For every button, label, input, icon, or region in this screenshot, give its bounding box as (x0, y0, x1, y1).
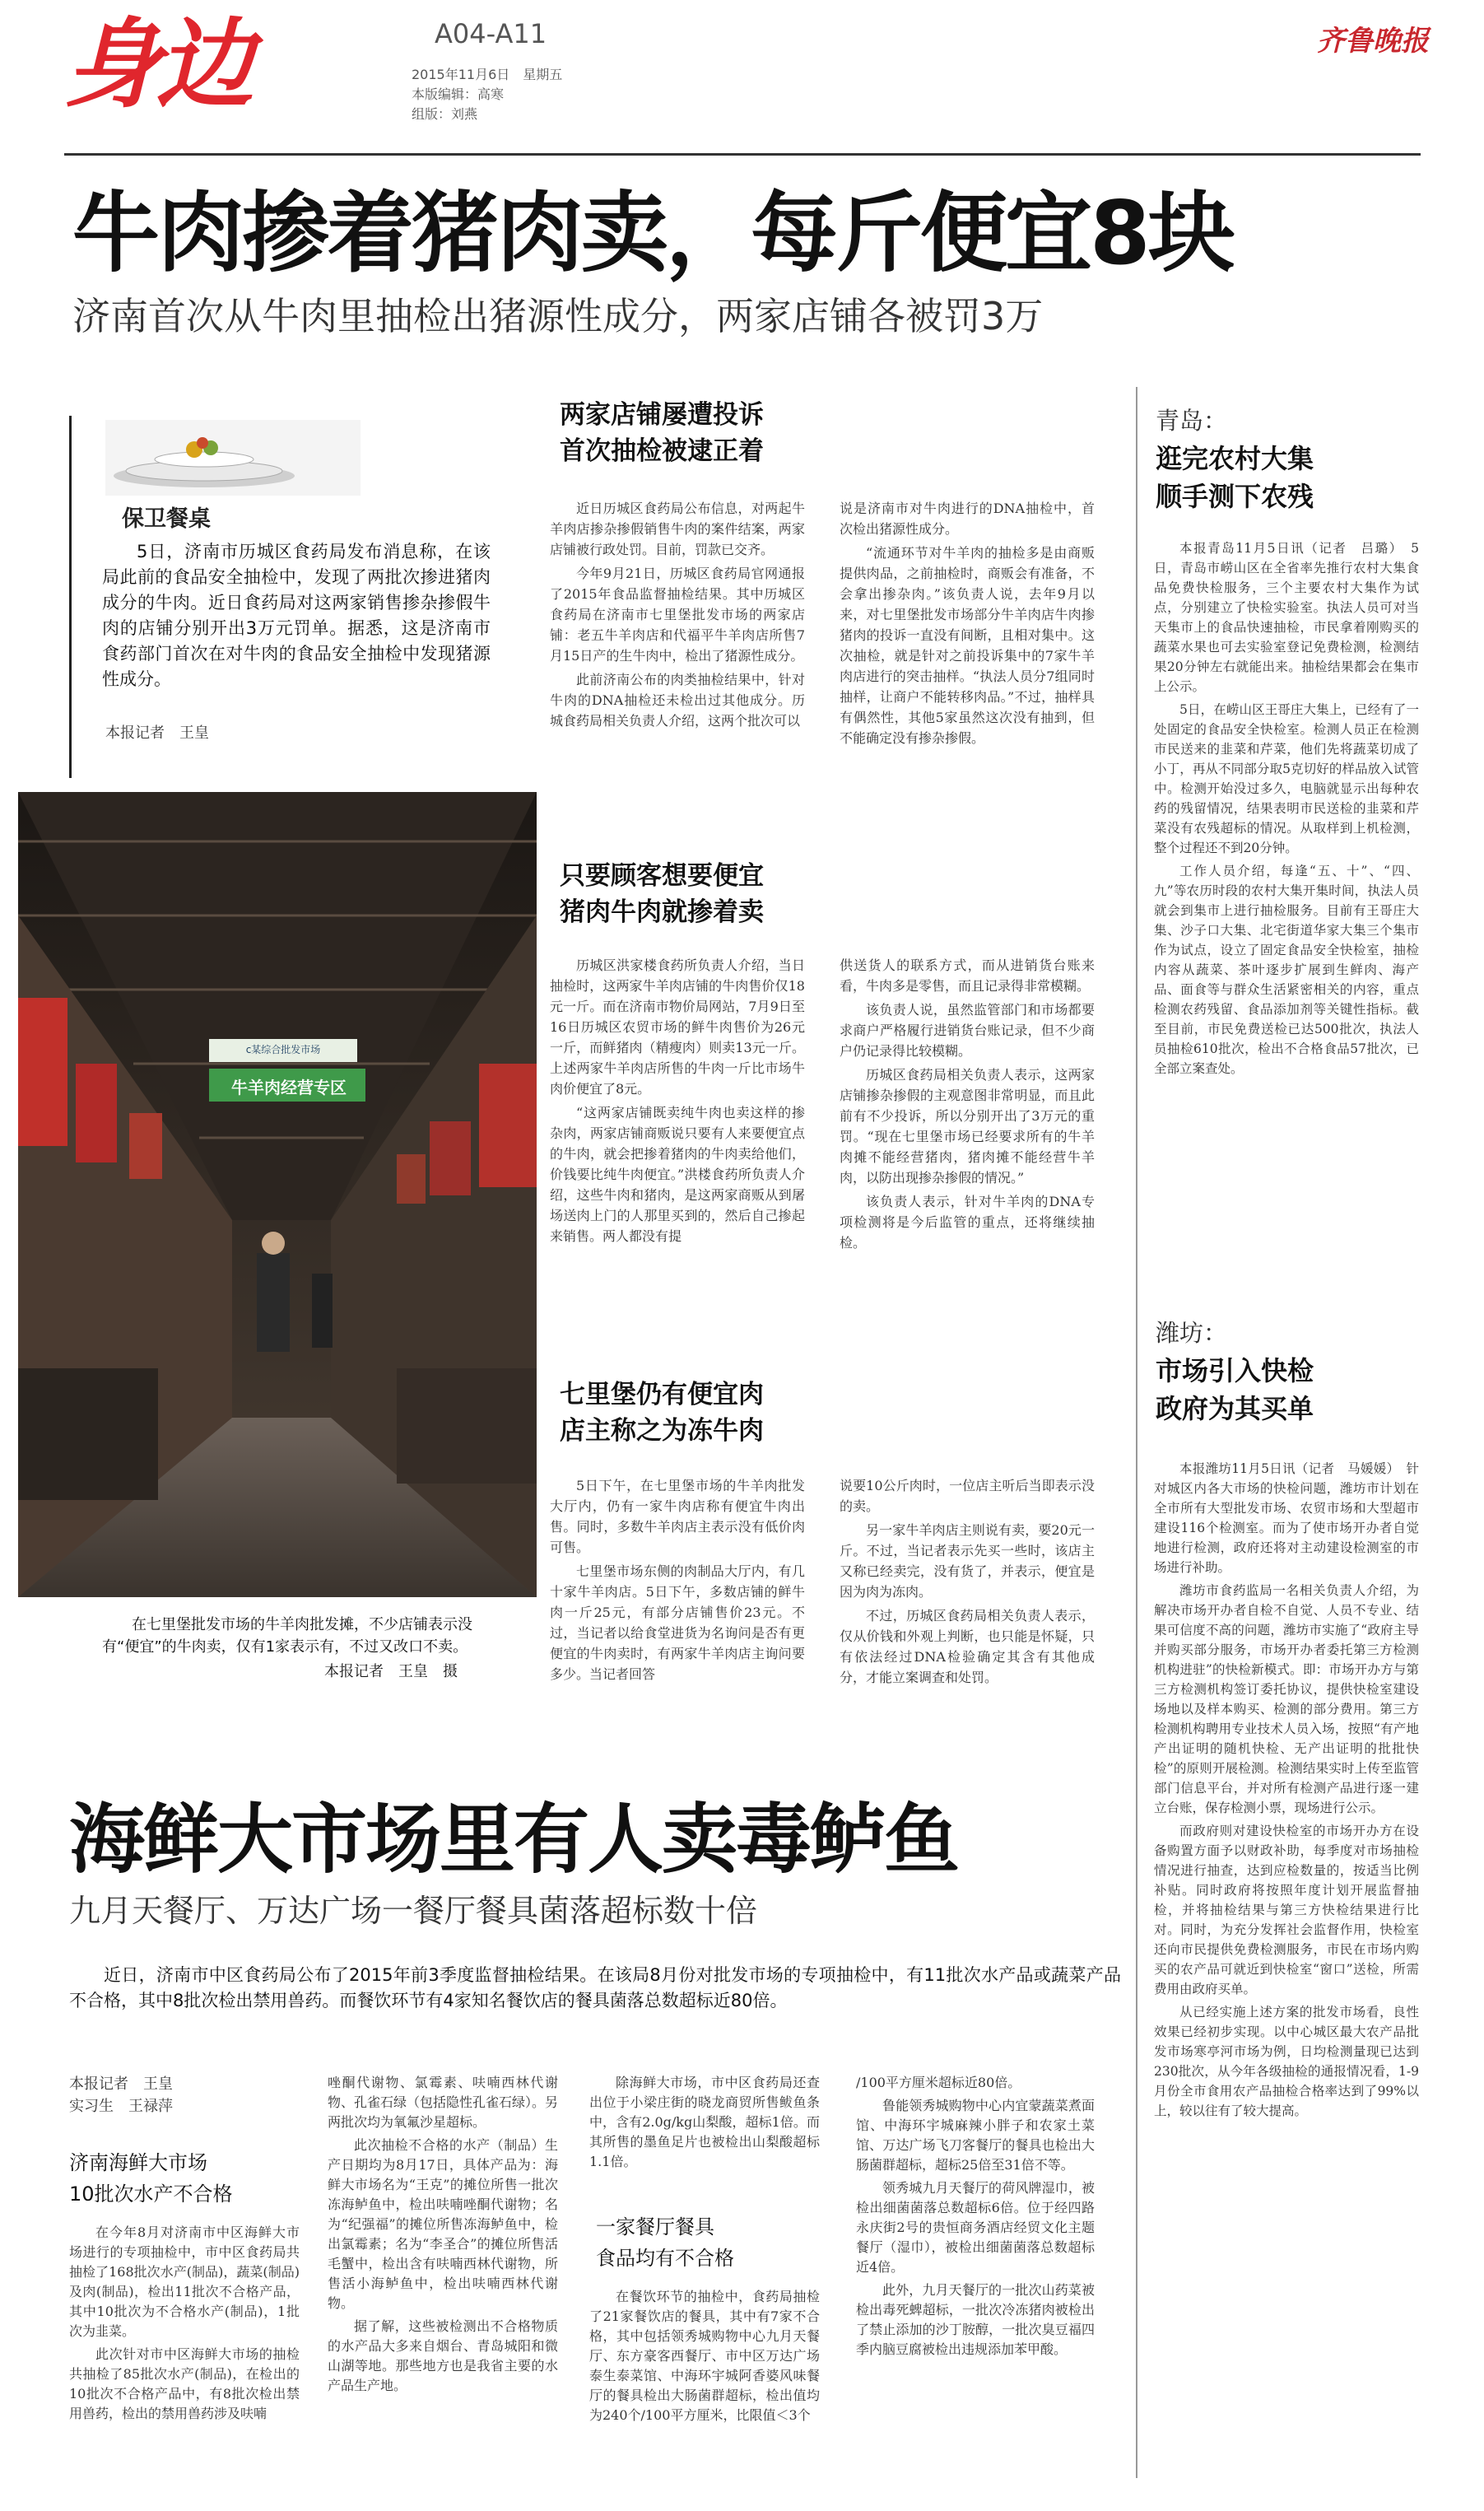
paragraph: 历城区食药局相关负责人表示，这两家店铺掺杂掺假的主观意图非常明显，而且此前有不少投诉，所以分别开出了3万元的重罚。“现在七里堡市场已经要求所有的牛羊肉摊不能经营猪肉，猪肉摊不能经营牛羊肉，以防出现掺杂掺假的情况。” (840, 1067, 1095, 1186)
paragraph: 而政府则对建设快检室的市场开办方在设备购置方面予以财政补助，每季度对市场抽检情况进行抽查，达到应检数量的，按适当比例补贴。同时政府将按照年度计划开展监督抽检，并将抽检结果与第三方快检结果进行比对。同时，为充分发挥社会监督作用，快检室还向市民提供免费检测服务，市民在市场内购买的农产品可就近到快检室“窗口”送检，所需费用由政府买单。 (1154, 1824, 1419, 1996)
qingdao-title-line2: 顺手测下农残 (1156, 481, 1314, 512)
story1-reporter: 本报记者 王皇 (105, 724, 209, 742)
qingdao-title-line1: 逛完农村大集 (1156, 443, 1314, 474)
sub1-column-2 (840, 498, 1095, 752)
paragraph: 说要10公斤肉时，一位店主听后当即表示没的卖。 (840, 1478, 1095, 1514)
paragraph: 此次抽检不合格的水产（制品）生产日期均为8月17日，具体产品为：海鲜大市场名为“王克”的摊位所售一批次冻海鲈鱼中，检出呋喃唑酮代谢物；名为“纪强福”的摊位所售冻海鲈鱼中，检出氯霉素；名为“李圣合”的摊位所售活毛蟹中，检出含有呋喃西林代谢物，所售活小海鲈鱼中，检出呋喃西林代谢物。 (328, 2137, 558, 2311)
sidebar-label: 保卫餐桌 (122, 506, 211, 532)
paragraph: 该负责人说，虽然监管部门和市场都要求商户严格履行进销货台账记录，但不少商户仍记录得比较模糊。 (840, 1002, 1095, 1059)
paragraph: “这两家店铺既卖纯牛肉也卖这样的掺杂肉，两家店铺商贩说只要有人来要便宜点的牛肉，就会把掺着猪肉的牛肉卖给他们，价钱要比纯牛肉便宜。”洪楼食药所负责人介绍，这些牛肉和猪肉，是这两家商贩从到屠场送肉上门的人那里买到的，然后自己掺起来销售。两人都没有提 (550, 1105, 805, 1244)
story2-reporter (69, 2073, 173, 2117)
paragraph: 鲁能领秀城购物中心内宜蒙蔬菜煮面馆、中海环宇城麻辣小胖子和农家土菜馆、万达广场飞刀客餐厅的餐具也检出大肠菌群超标，超标25倍至31倍不等。 (856, 2098, 1095, 2173)
paragraph: 除海鲜大市场，市中区食药局还查出位于小梁庄街的晓龙商贸所售鲅鱼条中，含有2.0g/kg山梨酸，超标1倍。而其所售的墨鱼足片也被检出山梨酸超标1.1倍。 (589, 2075, 820, 2169)
paragraph: 此次针对市中区海鲜大市场的抽检共抽检了85批次水产(制品)，在检出的10批次不合格产品中，有8批次检出禁用兽药，检出的禁用兽药涉及呋喃 (69, 2346, 300, 2421)
market-photo (18, 792, 537, 1597)
paragraph: 说是济南市对牛肉进行的DNA抽检中，首次检出猪源性成分。 (840, 501, 1095, 537)
photo-sign-meat-zone: 牛羊肉经营专区 (231, 1078, 347, 1097)
editor-credit: 本版编辑：高寒 (412, 86, 505, 102)
paragraph: 在今年8月对济南市中区海鲜大市场进行的专项抽检中，市中区食药局共抽检了168批次水产(制品)，蔬菜(制品)及肉(制品)，检出11批次不合格产品，其中10批次为不合格水产(制品)，1批次为韭菜。 (69, 2224, 300, 2339)
sub2-column-1 (550, 955, 805, 1250)
paragraph: 不过，历城区食药局相关负责人表示，仅从价钱和外观上判断，也只能是怀疑，只有依法经过DNA检验确定其含有其他成分，才能立案调查和处罚。 (840, 1608, 1095, 1685)
paragraph: 唑酮代谢物、氯霉素、呋喃西林代谢物、孔雀石绿（包括隐性孔雀石绿）。另两批次均为氧氟沙星超标。 (328, 2075, 559, 2130)
sub3-column-1 (550, 1475, 805, 1688)
sub3-column-2 (840, 1475, 1095, 1691)
sub-b-title-line1: 一家餐厅餐具 (596, 2215, 714, 2238)
sub2-title (560, 858, 764, 930)
story2-lead: 近日，济南市中区食药局公布了2015年前3季度监督抽检结果。在该局8月份对批发市场的专项抽检中，有11批次水产品或蔬菜产品不合格，其中8批次检出禁用兽药。而餐饮环节有4家知名餐饮店的餐具菌落总数超标近80倍。 (69, 1965, 1121, 2010)
paragraph: 该负责人表示，针对牛羊肉的DNA专项检测将是今后监管的重点，还将继续抽检。 (840, 1194, 1095, 1251)
story1-subhead: 济南首次从牛肉里抽检出猪源性成分，两家店铺各被罚3万 (72, 294, 1044, 338)
issue-date: 2015年11月6日 星期五 (412, 67, 563, 82)
sub1-column-1 (550, 498, 805, 734)
sub1-title-line2: 首次抽检被逮正着 (560, 436, 764, 466)
qingdao-title (1156, 402, 1314, 515)
story2-reporter-1: 本报记者 王皇 (69, 2075, 173, 2093)
layout-credit: 组版：刘燕 (412, 106, 478, 122)
sub1-title-line1: 两家店铺屡遭投诉 (560, 400, 764, 430)
sub2-title-line2: 猪肉牛肉就掺着卖 (560, 897, 764, 927)
weifang-title-line2: 政府为其买单 (1156, 1393, 1314, 1424)
weifang-city: 潍坊： (1156, 1319, 1228, 1347)
paragraph: 工作人员介绍，每逢“五、十”、“四、九”等农历时段的农村大集开集时间，执法人员就会到集市上进行抽检服务。目前有王哥庄大集、沙子口大集、北宅街道华家大集三个集市作为试点，设立了固定食品安全快检室，抽检内容从蔬菜、茶叶逐步扩展到生鲜肉、海产品、面食等与群众生活紧密相关的内容，重点检测农药残留、食品添加剂等关键性指标。截至目前，市民免费送检已达500批次，执法人员抽检610批次，检出不合格食品57批次，已全部立案查处。 (1154, 864, 1419, 1076)
paragraph: 另一家牛羊肉店主则说有卖，要20元一斤。不过，当记者表示先买一些时，该店主又称已经卖完，没有货了，并表示，便宜是因为肉为冻肉。 (840, 1522, 1095, 1600)
weifang-body (1154, 1459, 1419, 2124)
sub-b-title (596, 2211, 734, 2274)
sub1-title (560, 397, 764, 469)
sidebar-plate-image (105, 420, 361, 496)
paragraph: 近日历城区食药局公布信息，对两起牛羊肉店掺杂掺假销售牛肉的案件结案，两家店铺被行政处罚。目前，罚款已交齐。 (550, 501, 805, 557)
story2-column-4 (856, 2073, 1095, 2363)
paragraph: 七里堡市场东侧的肉制品大厅内，有几十家牛羊肉店。5日下午，多数店铺的鲜牛肉一斤25元，有部分店铺售价23元。不过，当记者以给食堂进货为名询问是否有更便宜的牛肉卖时，有两家牛羊肉店主询问要多少。当记者回答 (550, 1563, 805, 1682)
paragraph: 在餐饮环节的抽检中，食药局抽检了21家餐饮店的餐具，其中有7家不合格，其中包括领秀城购物中心九月天餐厅、东方豪客西餐厅、市中区万达广场泰生泰菜馆、中海环宇城阿香婆风味餐厅的餐具检出大肠菌群超标，检出值均为240个/100平方厘米，比限值＜3个 (589, 2289, 820, 2423)
sub-a-title (69, 2147, 233, 2210)
sub2-column-2 (840, 955, 1095, 1256)
weifang-title (1156, 1314, 1314, 1428)
story2-reporter-2: 实习生 王禄萍 (69, 2098, 173, 2115)
sub-a-title-line2: 10批次水产不合格 (69, 2183, 233, 2206)
paragraph: 5日下午，在七里堡市场的牛羊肉批发大厅内，仍有一家牛肉店称有便宜牛肉出售。同时，多数牛羊肉店主表示没有低价肉可售。 (550, 1478, 805, 1555)
section-masthead: 身边 (64, 7, 249, 121)
story2-column-3b (589, 2287, 820, 2429)
sub-a-title-line1: 济南海鲜大市场 (69, 2151, 207, 2174)
story1-headline: 牛肉掺着猪肉卖，每斤便宜8块 (72, 183, 1233, 284)
story1-lead: 5日，济南市历城区食药局发布消息称，在该局此前的食品安全抽检中，发现了两批次掺进猪肉成分的牛肉。近日食药局对这两家销售掺杂掺假牛肉的店铺分别开出3万元罚单。据悉，这是济南市食药部门首次在对牛肉的食品安全抽检中发现猪源性成分。 (102, 542, 491, 689)
paragraph: 据了解，这些被检测出不合格物质的水产品大多来自烟台、青岛城阳和微山湖等地。那些地方也是我省主要的水产品生产地。 (328, 2318, 558, 2393)
paragraph: 此外，九月天餐厅的一批次山药菜被检出毒死蜱超标，一批次冷冻猪肉被检出了禁止添加的沙丁胺醇，一批次臭豆福四季内脑豆腐被检出违规添加苯甲酸。 (856, 2282, 1095, 2357)
sub-b-title-line2: 食品均有不合格 (596, 2247, 734, 2270)
photo-sign-market: c某综合批发市场 (245, 1044, 321, 1055)
qingdao-body (1154, 538, 1419, 1082)
paragraph: 从已经实施上述方案的批发市场看，良性效果已经初步实现。以中心城区最大农产品批发市场寒亭河市场为例，日均检测量现已达到230批次，从今年各级抽检的通报情况看，1-9月份全市食用农产品抽检合格率达到了99%以上，较以往有了较大提高。 (1154, 2005, 1419, 2118)
story2-headline: 海鲜大市场里有人卖毒鲈鱼 (69, 1796, 959, 1884)
page-range: A04-A11 (435, 18, 547, 49)
weifang-title-line1: 市场引入快检 (1156, 1355, 1314, 1386)
paragraph: 今年9月21日，历城区食药局官网通报了2015年食品监督抽检结果。其中历城区食药局在济南市七里堡批发市场的两家店铺：老五牛羊肉店和代福平牛羊肉店所售7月15日产的生牛肉中，检出了猪源性成分。 (550, 566, 805, 664)
photo-caption: 在七里堡批发市场的牛羊肉批发摊，不少店铺表示没有“便宜”的牛肉卖，仅有1家表示有，不过又改口不卖。 (102, 1616, 472, 1656)
paragraph: 本报潍坊11月5日讯（记者 马媛媛） 针对城区内各大市场的快检问题，潍坊市计划在全市所有大型批发市场、农贸市场和大型超市建设116个检测室。而为了使市场开办者自觉地进行检测，政府还将对主动建设检测室的市场进行补助。 (1154, 1461, 1419, 1575)
newspaper-logo: 齐鲁晚报 (1317, 25, 1429, 58)
paragraph: “流通环节对牛羊肉的抽检多是由商贩提供肉品，之前抽检时，商贩会有准备，不会拿出掺杂肉。”该负责人说，去年9月以来，对七里堡批发市场部分牛羊肉店牛肉掺猪肉的投诉一直没有间断，且相对集中。这次抽检，就是针对之前投诉集中的7家牛羊肉店进行的突击抽样。“执法人员分7组同时抽样，让商户不能转移肉品。”不过，抽样具有偶然性，其他5家虽然这次没有抽到，但不能确定没有掺杂掺假。 (840, 545, 1095, 746)
sidebar-rule (69, 416, 72, 778)
story2-subhead: 九月天餐厅、万达广场一餐厅餐具菌落超标数十倍 (69, 1893, 758, 1929)
story2-column-2 (328, 2073, 558, 2399)
paragraph: 历城区洪家楼食药所负责人介绍，当日抽检时，这两家牛羊肉店铺的牛肉售价仅18元一斤。而在济南市物价局网站，7月9日至16日历城区农贸市场的鲜牛肉售价为26元一斤，而鲜猪肉（精瘦肉）则卖13元一斤。上述两家牛羊肉店所售的牛肉一斤比市场牛肉价便宜了8元。 (550, 957, 805, 1097)
paragraph: 潍坊市食药监局一名相关负责人介绍，为解决市场开办者自检不自觉、人员不专业、结果可信度不高的问题，潍坊市实施了“政府主导并购买部分服务，市场开办者委托第三方检测机构进驻”的快检新模式。即：市场开办方与第三方检测机构签订委托协议，提供快检室建设场地以及样本购买、检测的部分费用。第三方检测机构聘用专业技术人员入场，按照“有产地产出证明的随机快检、无产出证明的批批快检”的原则开展检测。检测结果实时上传至监管部门信息平台，并对所有检测产品进行逐一建立台账，保存检测小票，现场进行公示。 (1154, 1583, 1419, 1815)
paragraph: 供送货人的联系方式，而从进销货台账来看，牛肉多是零售，而且记录得非常模糊。 (840, 957, 1095, 994)
header-rule (64, 153, 1421, 156)
sub2-title-line1: 只要顾客想要便宜 (560, 861, 764, 891)
right-column-rule (1136, 387, 1137, 2478)
paragraph: 本报青岛11月5日讯（记者 吕璐） 5日，青岛市崂山区在全省率先推行农村大集食品免费快检服务，三个主要农村大集作为试点，分别建立了快检实验室。执法人员可对当天集市上的食品快速抽检，市民拿着刚购买的蔬菜水果也可去实验室登记免费检测，检测结果20分钟左右就能出来。抽检结果都会在集市上公示。 (1154, 541, 1419, 694)
sub3-title-line1: 七里堡仍有便宜肉 (560, 1380, 764, 1409)
qingdao-city: 青岛： (1156, 407, 1228, 435)
sub3-title (560, 1377, 764, 1449)
story2-column-1 (69, 2223, 300, 2427)
photo-credit: 本报记者 王皇 摄 (324, 1663, 458, 1680)
paragraph: /100平方厘米超标近80倍。 (856, 2075, 1021, 2090)
paragraph: 5日，在崂山区王哥庄大集上，已经有了一处固定的食品安全快检室。检测人员正在检测市民送来的韭菜和芹菜，他们先将蔬菜切成了小丁，再从不同部分取5克切好的样品放入试管中。检测开始没过多久，电脑就显示出每种农药的残留情况，结果表明市民送检的韭菜和芹菜没有农残超标的情况。从取样到上机检测，整个过程还不到20分钟。 (1154, 702, 1419, 855)
story2-column-3a (589, 2073, 820, 2175)
paragraph: 领秀城九月天餐厅的荷风牌湿巾，被检出细菌菌落总数超标6倍。位于经四路永庆街2号的贵恒商务酒店经贸文化主题餐厅（湿巾），被检出细菌菌落总数超标近4倍。 (856, 2180, 1095, 2275)
sub3-title-line2: 店主称之为冻牛肉 (560, 1416, 764, 1446)
paragraph: 此前济南公布的肉类抽检结果中，针对牛肉的DNA抽检还未检出过其他成分。历城食药局相关负责人介绍，这两个批次可以 (550, 672, 805, 729)
